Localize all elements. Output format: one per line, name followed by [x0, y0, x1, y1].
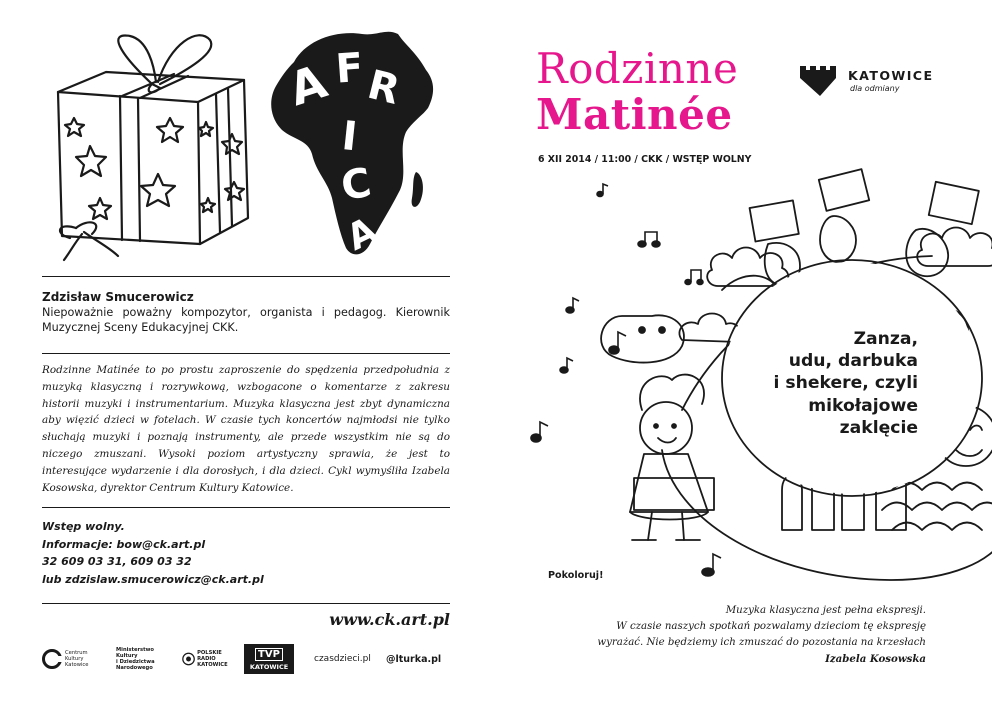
radio-logo-icon [182, 651, 195, 667]
tvp-logo [244, 642, 294, 676]
headline-line: mikołajowe [808, 395, 918, 416]
right-page [496, 0, 992, 702]
kulturka-logo-text: @lturka.pl [386, 653, 442, 665]
africa-letter: I [339, 113, 360, 161]
bio-text: Niepoważnie poważny kompozytor, organista i pedagog. Kierownik Muzycznej Sceny Edukacyjnej CKK. [42, 306, 450, 334]
headline-line: Zanza, [853, 329, 918, 349]
czasdzieci-logo-text: czasdzieci.pl [314, 654, 371, 664]
divider [42, 603, 450, 604]
headline-line: zaklęcie [839, 417, 918, 438]
quote-author: Izabela Kosowska [825, 653, 926, 665]
katowice-logo [798, 62, 948, 102]
divider [42, 276, 450, 277]
tvp-logo-mark: TVP [255, 648, 283, 661]
contact-email[interactable]: Informacje: bow@ck.art.pl [42, 537, 206, 551]
gift-box-illustration [48, 22, 260, 266]
music-note-icon [597, 184, 608, 197]
contact-phones: 32 609 03 31, 609 03 32 [42, 555, 192, 568]
ministry-logo-text: Ministerstwo Kultury i Dziedzictwa Narodowego [116, 647, 155, 671]
radio-logo [182, 642, 234, 676]
website-link[interactable]: www.ck.art.pl [329, 610, 450, 629]
africa-letter: F [334, 44, 365, 93]
africa-letter: R [363, 61, 405, 114]
katowice-heart-icon [798, 62, 842, 96]
music-note-icon [685, 270, 703, 285]
headline [678, 328, 918, 439]
title-line-1: Rodzinne [536, 44, 739, 93]
coloring-prompt: Pokoloruj! [548, 570, 604, 581]
africa-letter: C [337, 159, 375, 211]
music-note-icon [609, 332, 626, 354]
africa-letter: A [282, 53, 334, 117]
description-text: Rodzinne Matinée to po prostu zaproszenie do spędzenia przedpołudnia z muzyką klasyczną i rozrywkową, wzbogacone o komentarze z zakresu historii muzyki i instrumentarium. Muzyka klasyczna jest zbyt dynamiczna aby więzić dzieci w fotelach. W czasie tych koncertów najmłodsi nie tylko słuchają muzyki i poznają instrumenty, ale przede wszystkim nie są do niczego zmuszani. Wysoki poziom artystyczny sprawia, że jest to interesujące wydarzenie i dla dorosłych, i dla dzieci. Cykl wymyśliła Izabela Kosowska, dyrektor Centrum Kultury Katowice. [42, 364, 450, 494]
ckk-logo-text: Centrum Kultury Katowice [65, 650, 89, 668]
event-details: 6 XII 2014 / 11:00 / CKK / WSTĘP WOLNY [538, 154, 752, 165]
music-note-icon [702, 554, 721, 576]
divider [42, 507, 450, 508]
tvp-logo-box [244, 644, 294, 674]
ministry-logo [116, 642, 176, 676]
africa-map-illustration [266, 22, 438, 262]
info-block [42, 518, 450, 588]
contact-alt-email[interactable]: lub zdzislaw.smucerowicz@ck.art.pl [42, 572, 264, 586]
music-note-icon [638, 232, 660, 247]
headline-line: udu, darbuka [788, 351, 918, 372]
bio-name: Zdzisław Smucerowicz [42, 290, 194, 304]
radio-logo-text: POLSKIE RADIO KATOWICE [197, 650, 228, 668]
ckk-logo [42, 642, 94, 676]
katowice-tagline: dla odmiany [850, 84, 900, 93]
headline-line: i shekere, czyli [773, 373, 918, 394]
quote-line: Muzyka klasyczna jest pełna ekspresji. [725, 605, 926, 616]
ckk-logo-icon [42, 649, 62, 669]
music-note-icon [531, 422, 548, 442]
czasdzieci-logo [314, 642, 376, 676]
katowice-name: KATOWICE [848, 68, 934, 83]
quote-line: W czasie naszych spotkań pozwalamy dzieciom tę ekspresję [616, 621, 926, 632]
divider [42, 353, 450, 354]
kulturka-logo [386, 642, 448, 676]
title-line-2: Matinée [536, 90, 733, 139]
entry-info: Wstęp wolny. [42, 520, 125, 533]
africa-letter: A [340, 209, 384, 260]
music-note-icon [560, 358, 573, 373]
sponsor-logos [42, 642, 452, 676]
quote-line: wyrażać. Nie będziemy ich zmuszać do pozostania na krzesłach [597, 637, 926, 648]
tvp-logo-region: KATOWICE [249, 662, 289, 671]
quote [526, 603, 926, 667]
music-note-icon [566, 298, 579, 313]
